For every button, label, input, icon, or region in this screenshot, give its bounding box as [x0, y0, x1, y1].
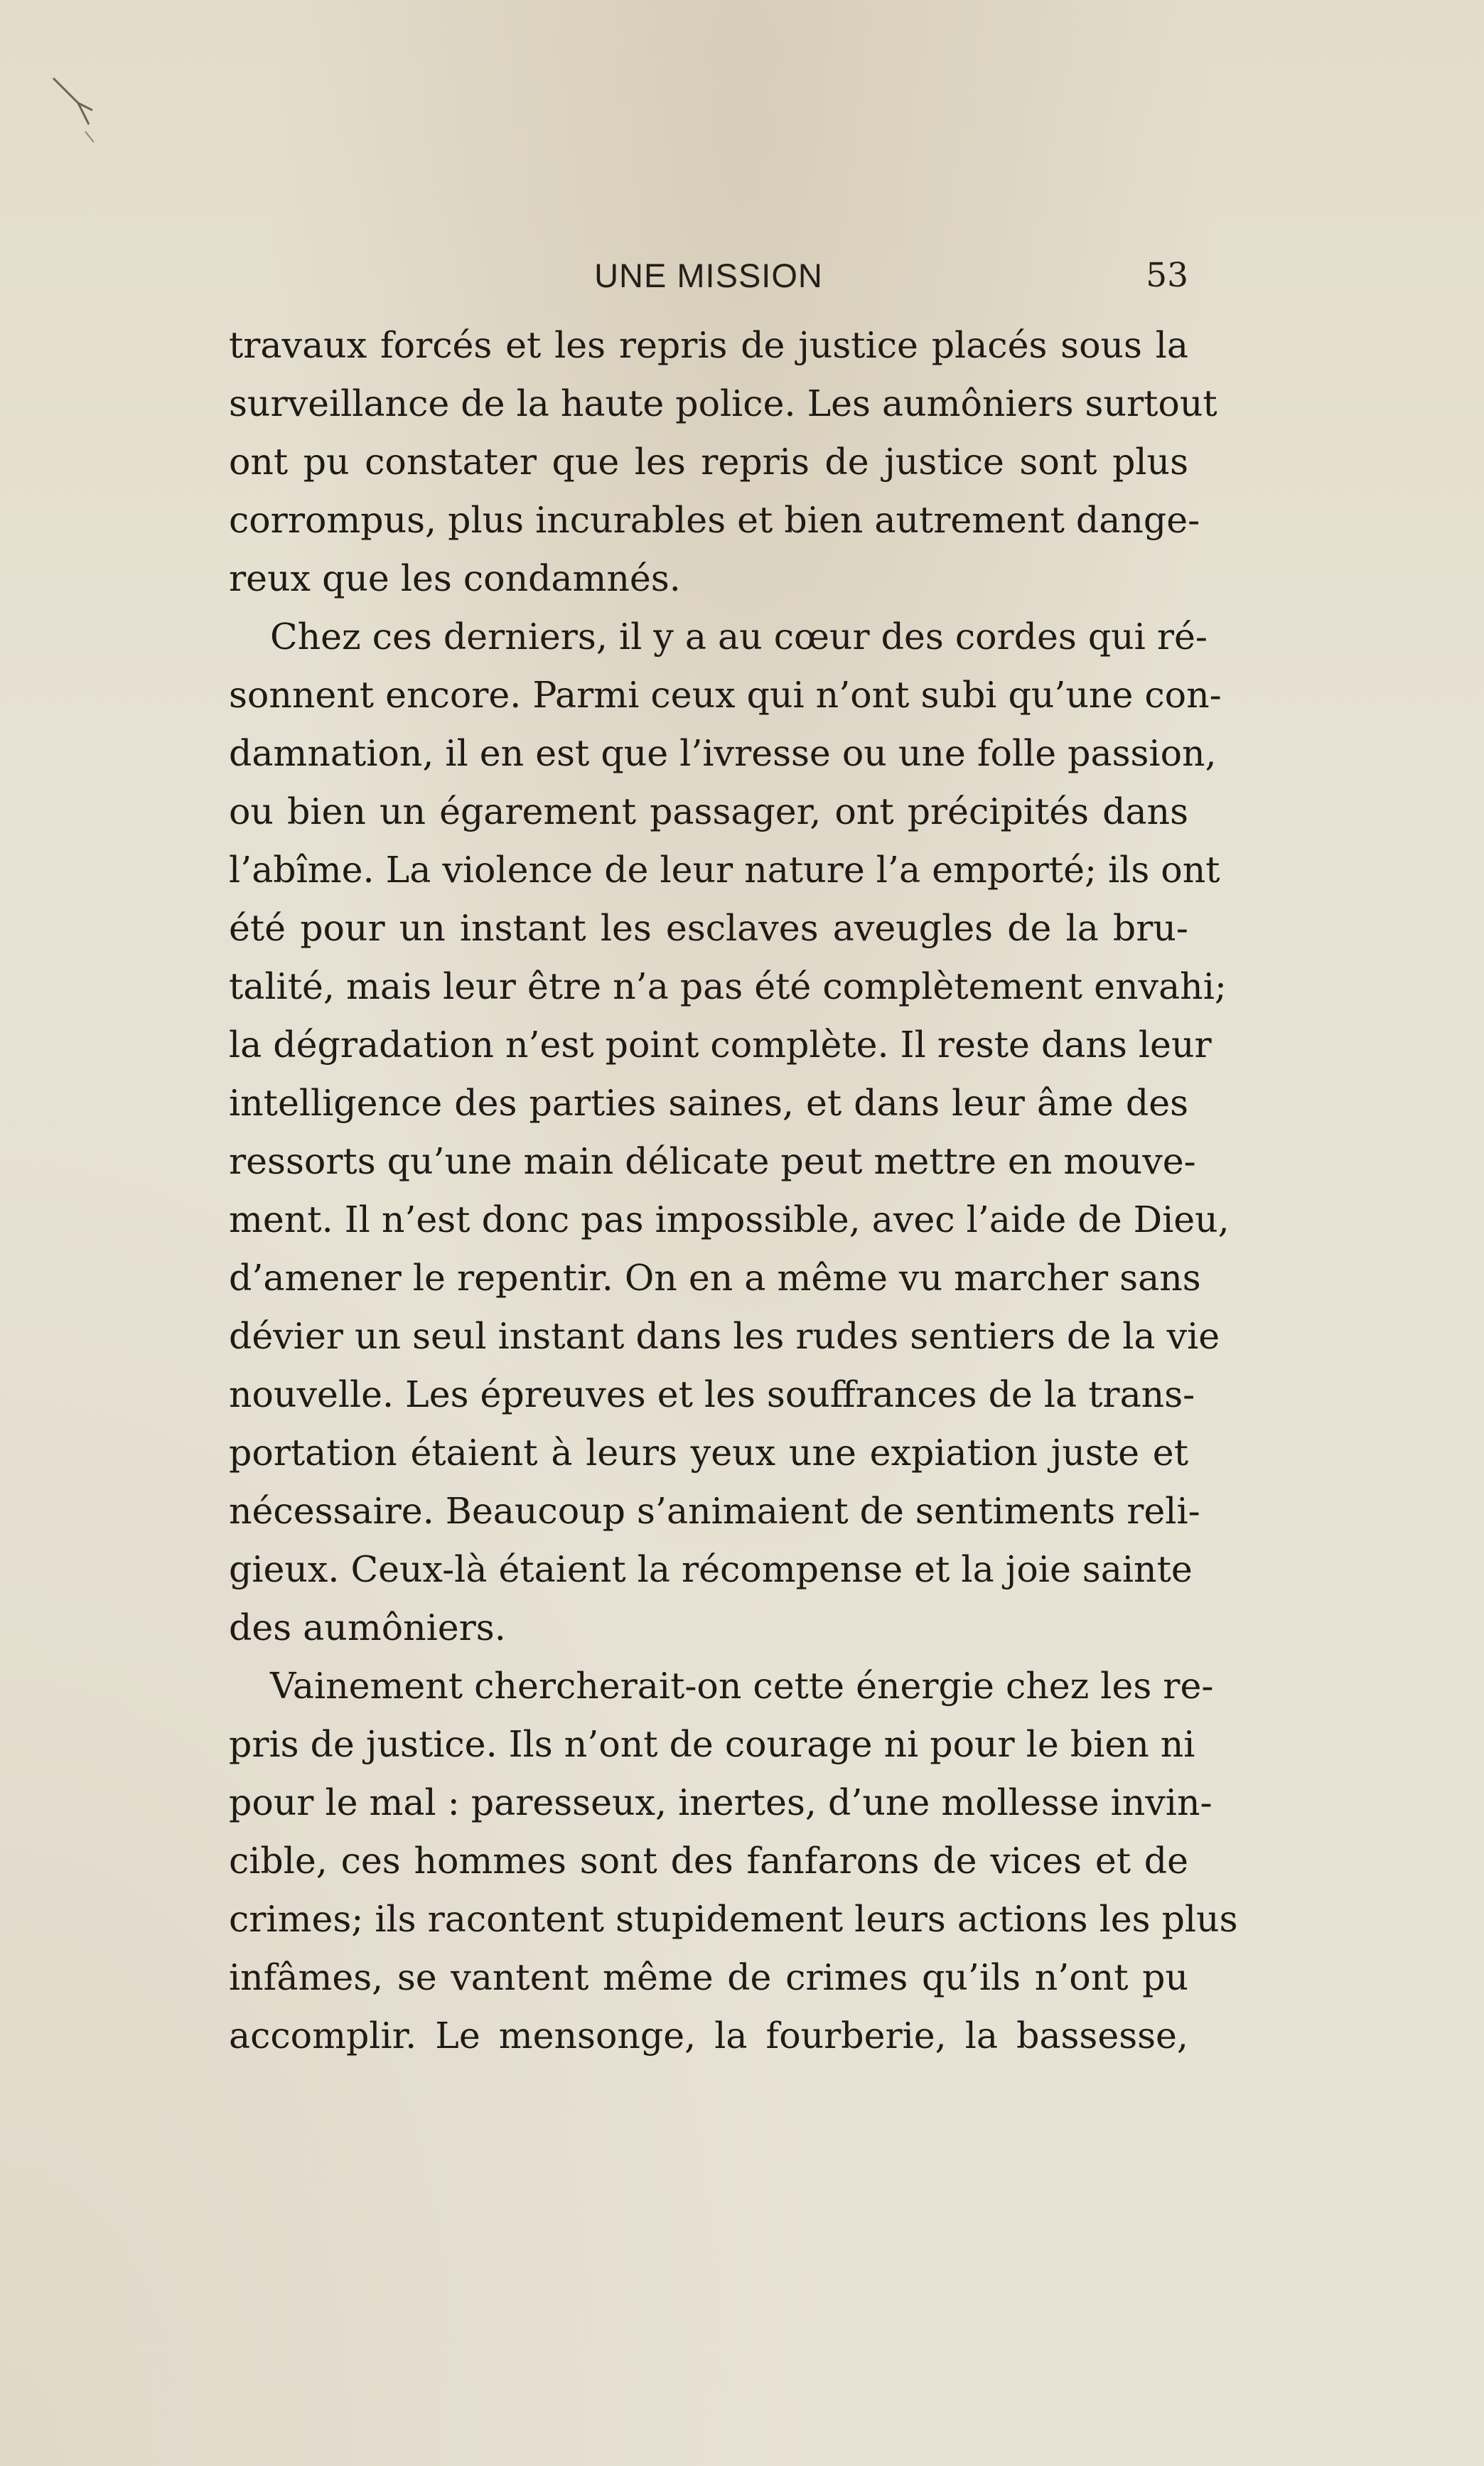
text-line: crimes; ils racontent stupidement leurs actions les plus [229, 1898, 1238, 1940]
text-line: d’amener le repentir. On en a même vu marcher sans [229, 1257, 1201, 1299]
text-line: nécessaire. Beaucoup s’animaient de sentiments reli- [229, 1490, 1200, 1532]
text-line: damnation, il en est que l’ivresse ou une folle passion, [229, 732, 1217, 774]
paragraph [229, 1657, 1238, 2065]
text-line: été pour un instant les esclaves aveugles de la bru- [229, 907, 1188, 949]
body-text [229, 316, 1238, 2065]
text-line: Chez ces derniers, il y a au cœur des cordes qui ré- [270, 616, 1208, 658]
text-line: ment. Il n’est donc pas impossible, avec l’aide de Dieu, [229, 1199, 1230, 1240]
corner-ink-mark [50, 75, 100, 146]
text-line: pris de justice. Ils n’ont de courage ni pour le bien ni [229, 1723, 1195, 1765]
paragraph [229, 608, 1230, 1657]
text-line: reux que les condamnés. [229, 557, 681, 599]
text-line: Vainement chercherait-on cette énergie chez les re- [270, 1665, 1214, 1707]
text-line: nouvelle. Les épreuves et les souffrances de la trans- [229, 1373, 1195, 1415]
text-line: intelligence des parties saines, et dans leur âme des [229, 1082, 1188, 1124]
text-line: cible, ces hommes sont des fanfarons de vices et de [229, 1840, 1188, 1882]
text-line: gieux. Ceux-là étaient la récompense et la joie sainte [229, 1548, 1193, 1590]
text-line: sonnent encore. Parmi ceux qui n’ont subi qu’une con- [229, 674, 1222, 716]
text-line: ont pu constater que les repris de justice sont plus [229, 441, 1188, 483]
text-line: accomplir. Le mensonge, la fourberie, la bassesse, [229, 2015, 1188, 2057]
text-line: pour le mal : paresseux, inertes, d’une mollesse invin- [229, 1781, 1213, 1823]
page-number: 53 [1146, 256, 1188, 295]
text-line: surveillance de la haute police. Les aumôniers surtout [229, 382, 1217, 424]
running-header [229, 256, 1188, 306]
text-line: infâmes, se vantent même de crimes qu’ils n’ont pu [229, 1956, 1188, 1998]
text-line: portation étaient à leurs yeux une expiation juste et [229, 1432, 1188, 1474]
text-line: talité, mais leur être n’a pas été complètement envahi; [229, 965, 1227, 1007]
text-line: la dégradation n’est point complète. Il reste dans leur [229, 1024, 1212, 1066]
running-title: UNE MISSION [594, 257, 823, 294]
text-line: l’abîme. La violence de leur nature l’a emporté; ils ont [229, 849, 1220, 891]
text-line: dévier un seul instant dans les rudes sentiers de la vie [229, 1315, 1220, 1357]
paragraph [229, 316, 1217, 608]
text-line: ou bien un égarement passager, ont précipités dans [229, 790, 1188, 832]
text-line: ressorts qu’une main délicate peut mettre en mouve- [229, 1140, 1196, 1182]
text-line: corrompus, plus incurables et bien autrement dange- [229, 499, 1200, 541]
text-line: travaux forcés et les repris de justice placés sous la [229, 324, 1188, 366]
text-line: des aumôniers. [229, 1607, 506, 1649]
